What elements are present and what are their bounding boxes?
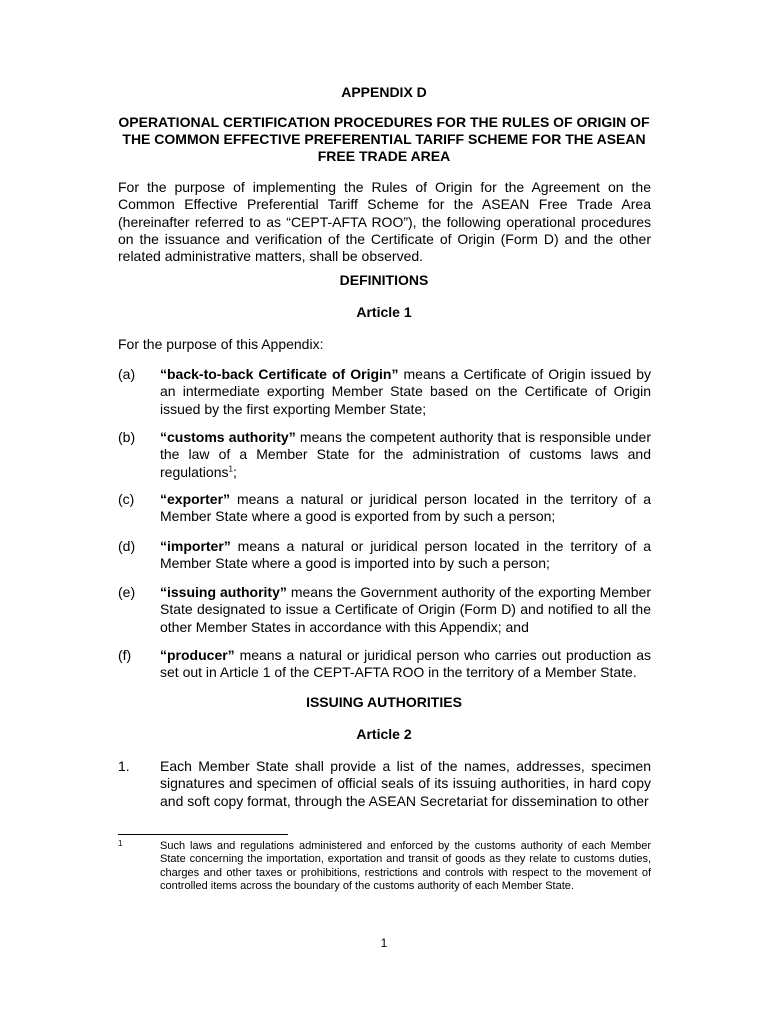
- definition-end: ;: [232, 463, 237, 480]
- item-text: [160, 538, 651, 573]
- page-number: 1: [380, 936, 388, 950]
- item-text: [160, 647, 651, 682]
- definitions-heading: DEFINITIONS: [339, 272, 429, 288]
- item-text: [160, 584, 651, 636]
- article-2-heading: Article 2: [356, 726, 412, 742]
- definition: means the competent authority that is responsible under the law of a Member State for the administration of customs laws and regulations: [160, 429, 651, 480]
- definition-item-d: [118, 538, 651, 573]
- definition: means a natural or juridical person who carries out production as set out in Article 1 of the CEPT-AFTA ROO in the territory of a Member State.: [160, 647, 651, 681]
- item-label: (f): [118, 647, 132, 663]
- definition-item-a: [118, 366, 651, 418]
- appendix-label: APPENDIX D: [341, 84, 427, 100]
- article-2-item-1: [118, 758, 651, 810]
- article-1-lead: For the purpose of this Appendix:: [118, 336, 324, 352]
- issuing-authorities-heading: ISSUING AUTHORITIES: [306, 694, 462, 710]
- definition-item-b: [118, 429, 651, 481]
- footnote-divider: [118, 834, 288, 835]
- term: “exporter”: [160, 491, 231, 507]
- term: “customs authority”: [160, 429, 296, 445]
- intro-paragraph: For the purpose of implementing the Rules of Origin for the Agreement on the Common Effective Preferential Tariff Scheme for the ASEAN Free Trade Area (hereinafter referred to as “CEPT-AFTA ROO”), the following operational procedures on the issuance and verification of the Certificate of Origin (Form D) and the other related administrative matters, shall be observed.: [118, 179, 651, 265]
- definition: means a natural or juridical person located in the territory of a Member State where a good is imported into by such a person;: [160, 538, 651, 572]
- term: “producer”: [160, 647, 235, 663]
- footnote-text: Such laws and regulations administered and enforced by the customs authority of each Member State concerning the importation, exportation and transit of goods as they relate to customs duties, charges and other taxes or prohibitions, restrictions and controls with respect to the movement of controlled items across the boundary of the customs authority of each Member State.: [160, 840, 651, 892]
- term: “issuing authority”: [160, 584, 287, 600]
- item-label: (a): [118, 366, 136, 382]
- term: “importer”: [160, 538, 231, 554]
- item-label: (c): [118, 491, 135, 507]
- item-text: [160, 491, 651, 526]
- footnote-label: 1: [118, 839, 123, 848]
- definition-item-e: [118, 584, 651, 636]
- item-text: Each Member State shall provide a list of the names, addresses, specimen signatures and specimen of official seals of its issuing authorities, in hard copy and soft copy format, through the ASEAN Secretariat for dissemination to other: [160, 758, 651, 809]
- item-text: [160, 429, 651, 481]
- item-text: [160, 366, 651, 418]
- item-label: 1.: [118, 758, 130, 774]
- definition-item-c: [118, 491, 651, 526]
- item-label: (d): [118, 538, 136, 554]
- term: “back-to-back Certificate of Origin”: [160, 366, 399, 382]
- definition: means a Certificate of Origin issued by an intermediate exporting Member State based on the Certificate of Origin issued by the first exporting Member State;: [160, 366, 651, 417]
- footnote-1: [118, 840, 651, 893]
- definition-item-f: [118, 647, 651, 682]
- definition: means a natural or juridical person located in the territory of a Member State where a good is exported from by such a person;: [160, 491, 651, 525]
- item-label: (e): [118, 584, 136, 600]
- article-1-heading: Article 1: [356, 304, 412, 320]
- footnote-ref: 1: [228, 463, 233, 473]
- item-label: (b): [118, 429, 136, 445]
- document-title: OPERATIONAL CERTIFICATION PROCEDURES FOR THE RULES OF ORIGIN OF THE COMMON EFFECTIVE PREFERENTIAL TARIFF SCHEME FOR THE ASEAN FREE TRADE AREA: [118, 114, 650, 164]
- definition: means the Government authority of the exporting Member State designated to issue a Certificate of Origin (Form D) and notified to all the other Member States in accordance with this Appendix; and: [160, 584, 651, 635]
